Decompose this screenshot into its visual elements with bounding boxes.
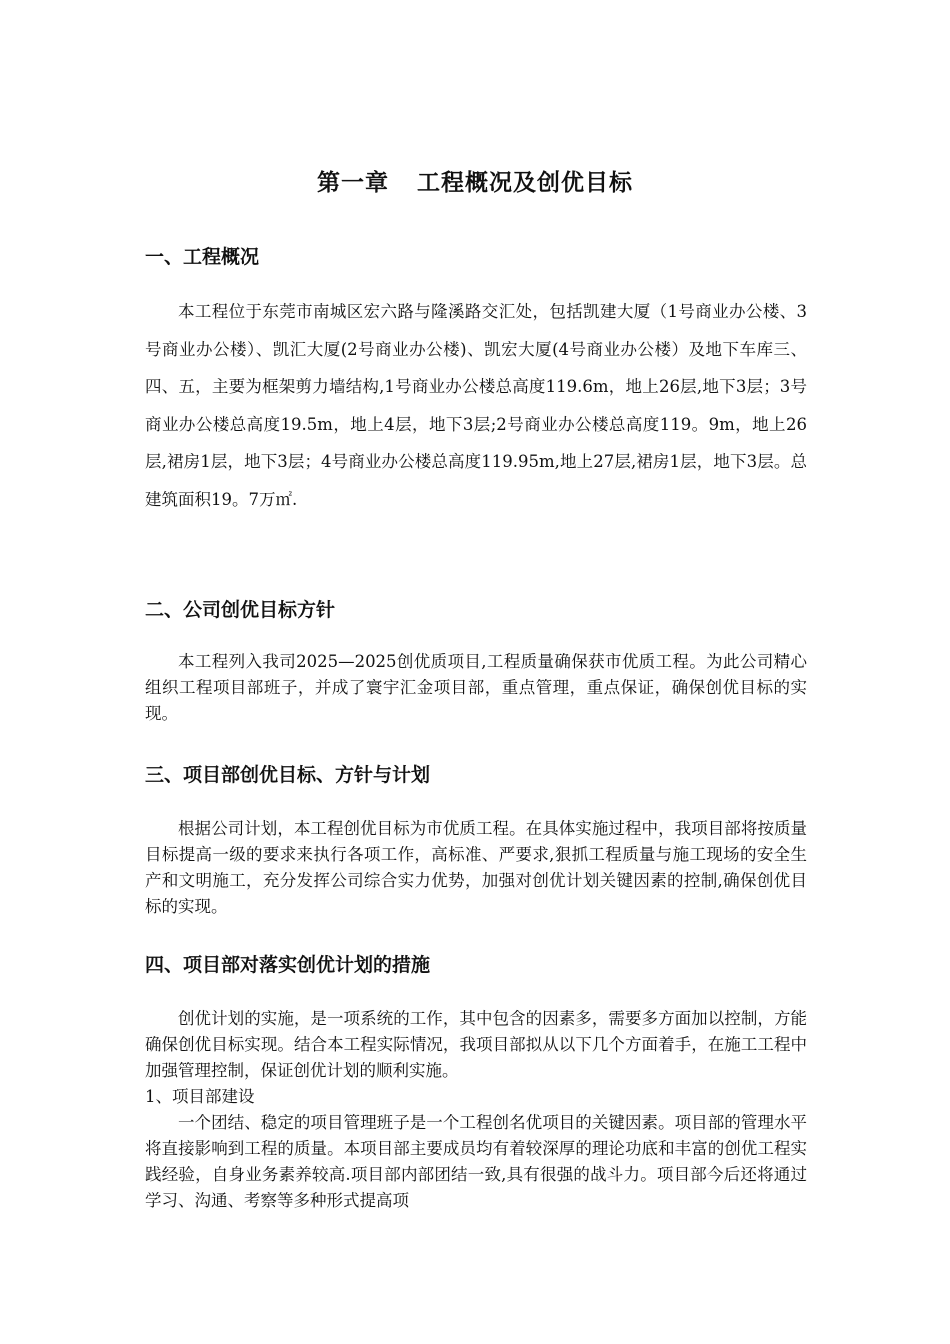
section-heading-overview: 一、工程概况 (145, 246, 260, 268)
section-heading-measures: 四、项目部对落实创优计划的措施 (145, 954, 431, 976)
chapter-number: 第一章 (317, 170, 389, 196)
subsection-body-project-building: 一个团结、稳定的项目管理班子是一个工程创名优项目的关键因素。项目部的管理水平将直接影响到工程的质量。本项目部主要成员均有着较深厚的理论功底和丰富的创优工程实践经验，自身业务素养较高.项目部内部团结一致,具有很强的战斗力。项目部今后还将通过学习、沟通、考察等多种形式提高项 (145, 1113, 807, 1210)
chapter-name: 工程概况及创优目标 (417, 170, 633, 196)
section-body-overview: 本工程位于东莞市南城区宏六路与隆溪路交汇处，包括凯建大厦（1号商业办公楼、3号商业办公楼）、凯汇大厦(2号商业办公楼)、凯宏大厦(4号商业办公楼）及地下车库三、四、五，主要为框架剪力墙结构,1号商业办公楼总高度119.6m，地上26层,地下3层；3号商业办公楼总高度19.5m，地上4层，地下3层;2号商业办公楼总高度119。9m，地上26层,裙房1层，地下3层；4号商业办公楼总高度119.95m,地上27层,裙房1层，地下3层。总建筑面积19。7万㎡. (145, 302, 807, 509)
section-body-measures: 创优计划的实施，是一项系统的工作，其中包含的因素多，需要多方面加以控制，方能确保创优目标实现。结合本工程实际情况，我项目部拟从以下几个方面着手，在施工工程中加强管理控制，保证创优计划的顺利实施。 (145, 1009, 807, 1080)
section-body-company-goal: 本工程列入我司2025—2025创优质项目,工程质量确保获市优质工程。为此公司精心组织工程项目部班子，并成了寰宇汇金项目部，重点管理，重点保证，确保创优目标的实现。 (145, 652, 807, 723)
chapter-title (0, 164, 950, 197)
subsection-title-project-building: 1、项目部建设 (145, 1087, 255, 1106)
section-heading-company-goal: 二、公司创优目标方针 (145, 599, 336, 621)
section-heading-project-goal: 三、项目部创优目标、方针与计划 (145, 764, 431, 786)
section-body-project-goal: 根据公司计划，本工程创优目标为市优质工程。在具体实施过程中，我项目部将按质量目标提高一级的要求来执行各项工作，高标准、严要求,狠抓工程质量与施工现场的安全生产和文明施工，充分发挥公司综合实力优势，加强对创优计划关键因素的控制,确保创优目标的实现。 (145, 819, 807, 916)
